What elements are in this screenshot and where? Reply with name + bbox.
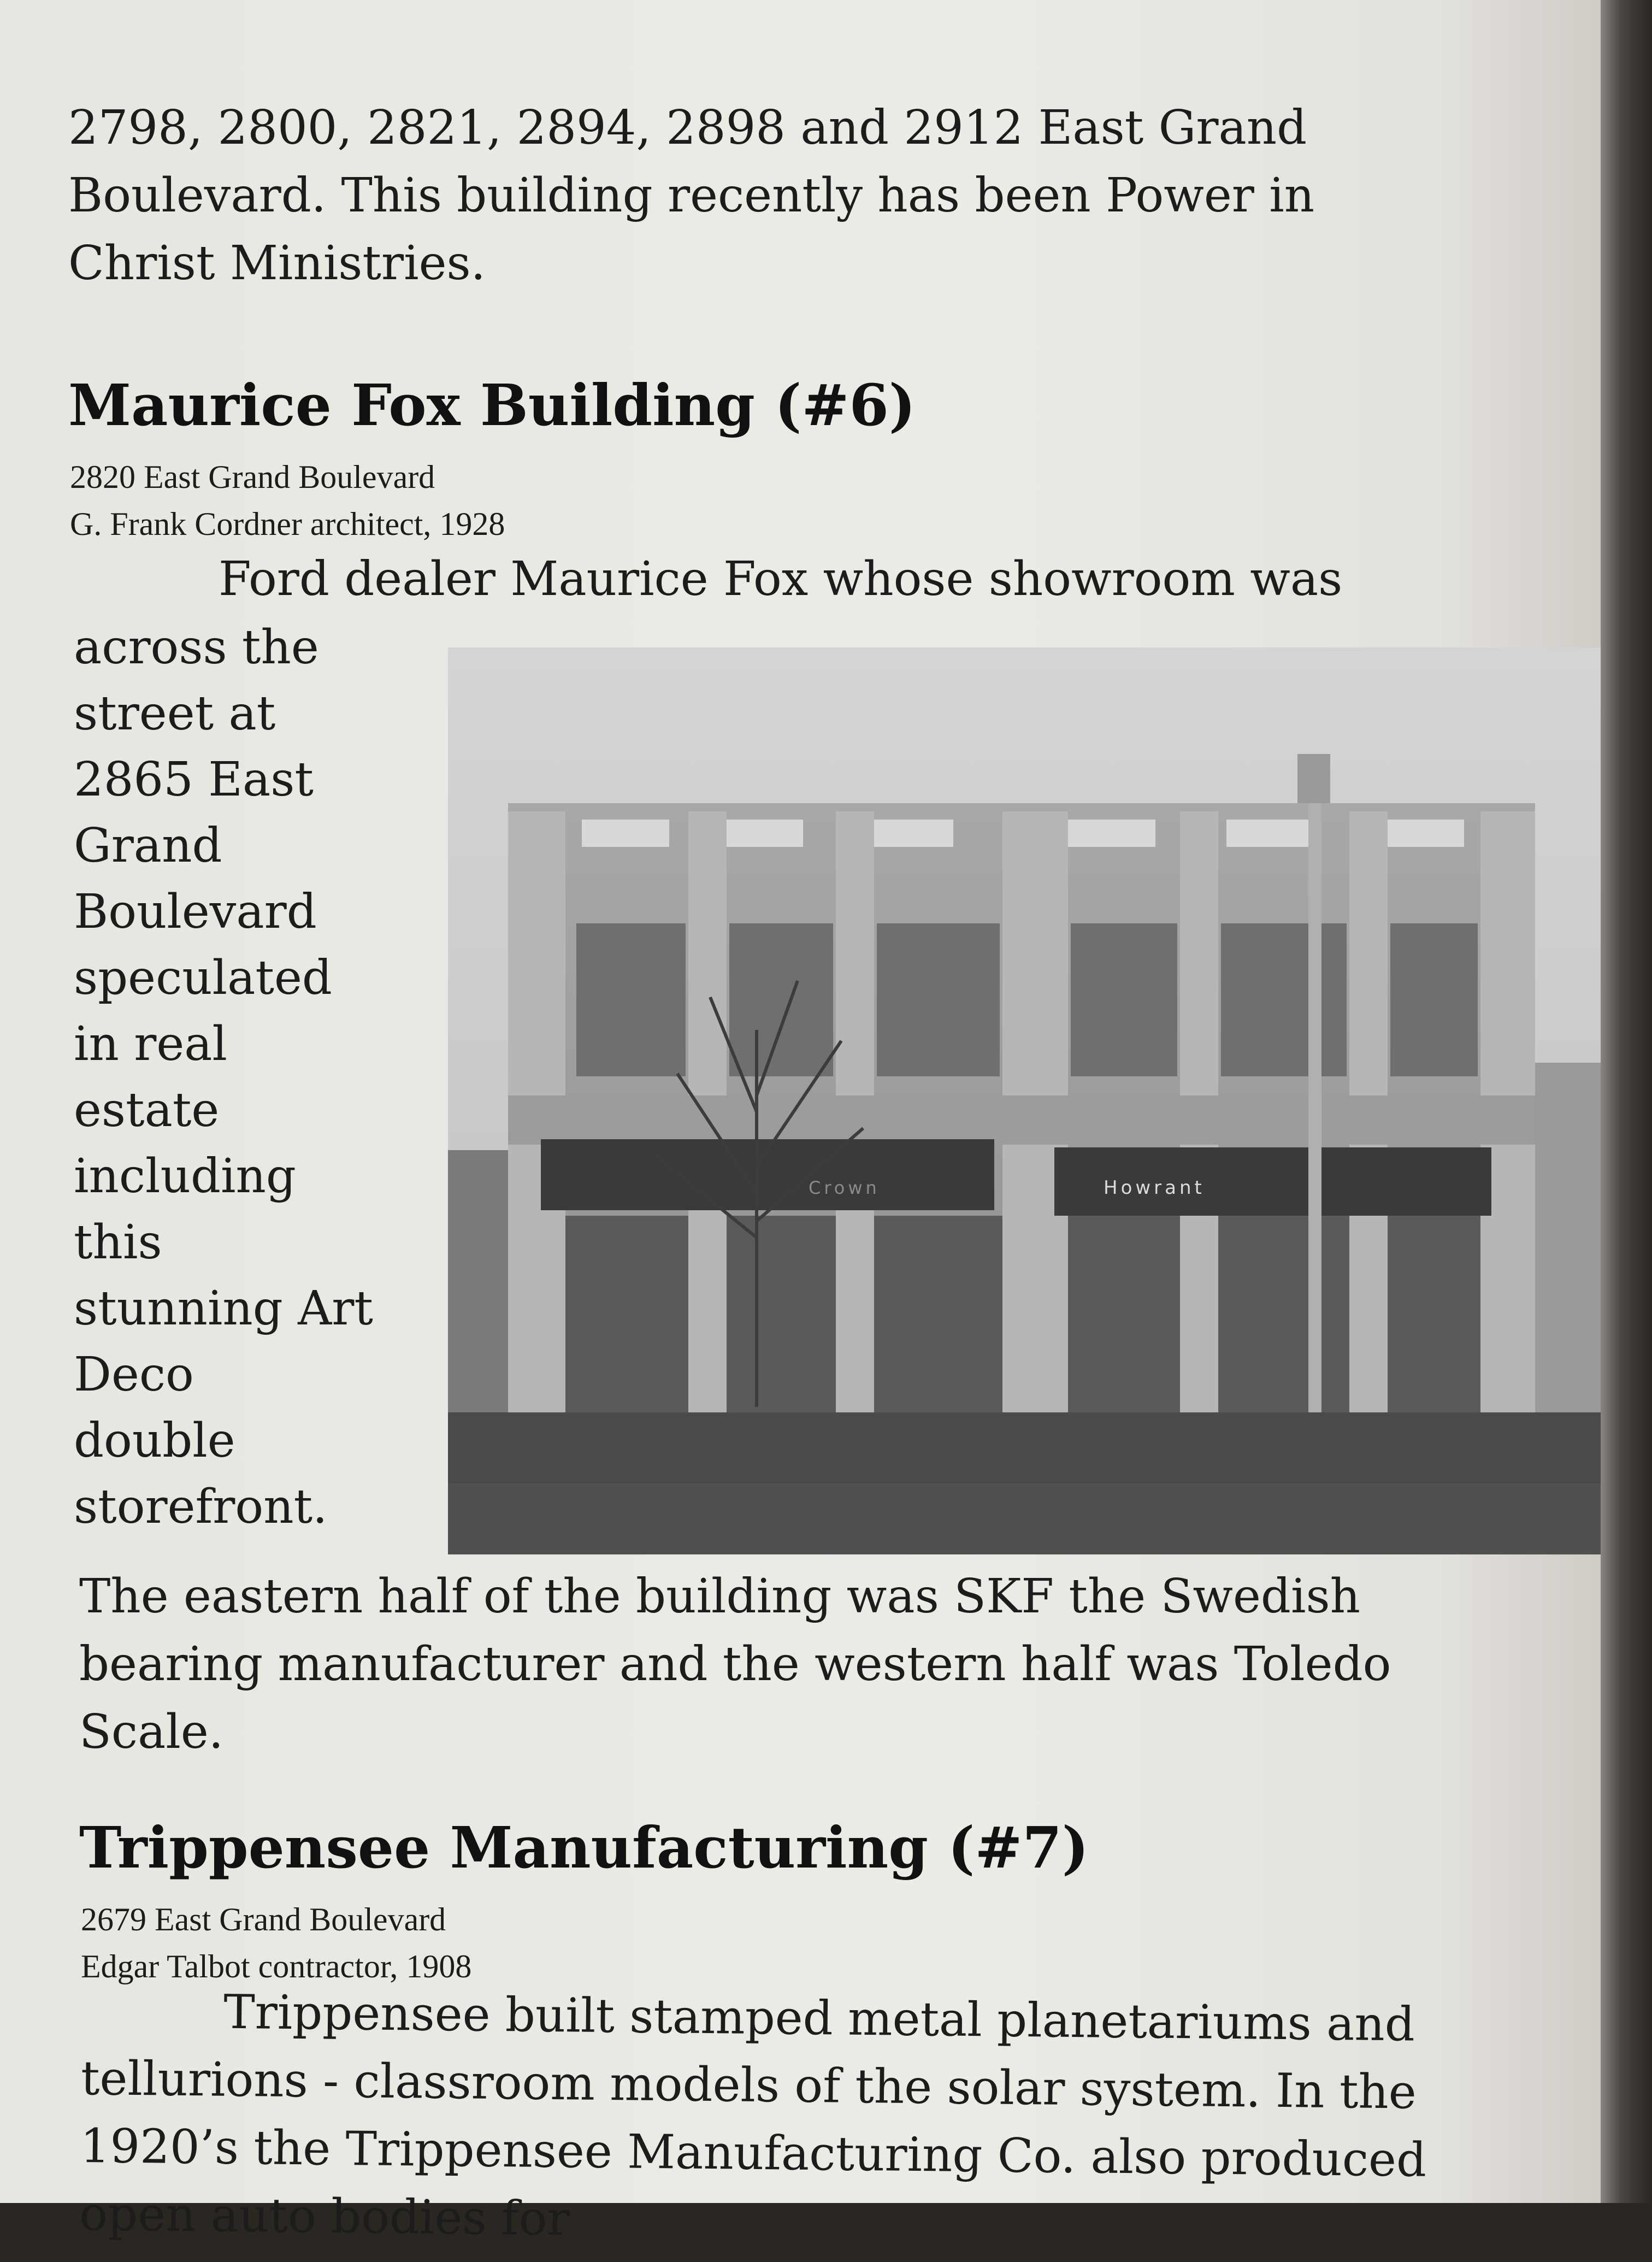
section6-address: 2820 East Grand Boulevard xyxy=(70,459,435,495)
section6-wrapped-text xyxy=(74,615,380,1540)
wrapped-line: stunning Art xyxy=(74,1281,373,1336)
building-photo xyxy=(448,647,1601,1554)
section7-line: tellurions - classroom models of the solar system. In the xyxy=(80,2051,1417,2120)
continuation-line: bearing manufacturer and the western half was Toledo xyxy=(79,1637,1391,1692)
intro-paragraph xyxy=(68,94,1407,297)
section7-line: Trippensee built stamped metal planetariums and xyxy=(223,1984,1415,2052)
section-heading-trippensee: Trippensee Manufacturing (#7) xyxy=(79,1814,1089,1881)
intro-line: 2798, 2800, 2821, 2894, 2898 and 2912 East Grand xyxy=(68,101,1307,155)
wrapped-line: including xyxy=(74,1149,296,1204)
awning-sign-right: Howrant xyxy=(1104,1177,1205,1199)
wrapped-line: in real xyxy=(74,1017,228,1071)
wrapped-line: across the xyxy=(74,620,319,675)
wrapped-line: Grand xyxy=(74,818,222,873)
wrapped-line: street at xyxy=(74,686,276,741)
section6-continuation xyxy=(79,1563,1423,1766)
section7-contractor: Edgar Talbot contractor, 1908 xyxy=(81,1948,472,1984)
wrapped-line: double xyxy=(74,1413,235,1468)
section6-architect: G. Frank Cordner architect, 1928 xyxy=(70,506,505,542)
section7-meta xyxy=(81,1896,471,1990)
wrapped-line: speculated xyxy=(74,951,332,1005)
wrapped-line: Boulevard xyxy=(74,885,317,939)
section-heading-maurice-fox: Maurice Fox Building (#6) xyxy=(68,372,916,439)
wrapped-line: estate xyxy=(74,1083,220,1138)
section7-line: 1920’s the Trippensee Manufacturing Co. also produced xyxy=(80,2118,1427,2188)
wrapped-line: Deco xyxy=(74,1347,194,1402)
awning-sign-left: Crown xyxy=(809,1177,880,1198)
wrapped-line: this xyxy=(74,1215,162,1270)
book-spine-edge xyxy=(1601,0,1652,2203)
section6-meta xyxy=(70,453,505,547)
section7-address: 2679 East Grand Boulevard xyxy=(81,1901,446,1937)
intro-line: Boulevard. This building recently has been Power in xyxy=(68,168,1315,223)
wrapped-line: storefront. xyxy=(74,1480,328,1534)
wrapped-line: 2865 East xyxy=(74,752,314,807)
building-photo-illustration xyxy=(448,647,1601,1554)
section6-lead-line: Ford dealer Maurice Fox whose showroom was xyxy=(219,552,1343,606)
continuation-line: Scale. xyxy=(79,1705,224,1759)
intro-line: Christ Ministries. xyxy=(68,236,486,291)
continuation-line: The eastern half of the building was SKF the Swedish xyxy=(79,1569,1361,1624)
section7-body xyxy=(79,1977,1464,2262)
section7-line: open auto bodies for xyxy=(79,2186,570,2247)
